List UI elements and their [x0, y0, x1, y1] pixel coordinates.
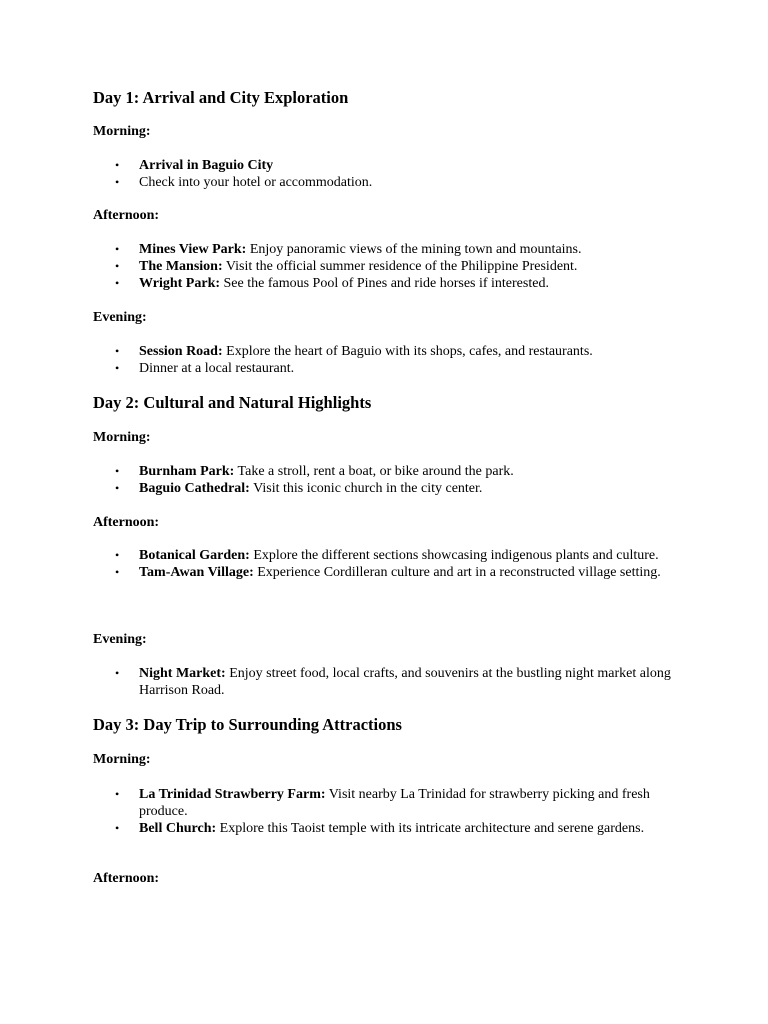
day-3-morning-heading: Morning:	[93, 752, 151, 767]
list-item	[0, 360, 679, 377]
day-2-evening-list	[0, 665, 768, 699]
item-text: Enjoy panoramic views of the mining town and mountains.	[246, 242, 582, 257]
item-title: Baguio Cathedral:	[139, 481, 250, 496]
day-1-evening-list	[0, 343, 768, 377]
list-item	[0, 463, 679, 480]
item-title: Burnham Park:	[139, 464, 235, 479]
day-3-morning-list	[0, 786, 768, 837]
day-1-morning-list	[0, 157, 768, 191]
list-item	[0, 258, 679, 275]
item-text: Explore this Taoist temple with its intricate architecture and serene gardens.	[216, 821, 645, 836]
day-1-afternoon-heading: Afternoon:	[93, 208, 160, 223]
day-3-afternoon-heading: Afternoon:	[93, 871, 160, 886]
list-item	[0, 174, 679, 191]
day-2-evening-heading: Evening:	[93, 632, 147, 647]
item-title: Botanical Garden:	[139, 548, 250, 563]
day-2-title: Day 2: Cultural and Natural Highlights	[93, 393, 372, 412]
day-2-morning-list	[0, 463, 768, 497]
list-item	[0, 241, 679, 258]
day-1-afternoon-list	[0, 241, 768, 292]
day-1-evening-heading: Evening:	[93, 310, 147, 325]
list-item	[0, 275, 679, 292]
item-text: Explore the different sections showcasing indigenous plants and culture.	[249, 548, 659, 563]
day-2-afternoon-heading: Afternoon:	[93, 515, 160, 530]
item-title: Tam-Awan Village:	[139, 565, 254, 580]
item-title: Arrival in Baguio City	[139, 158, 274, 173]
item-title: Night Market:	[139, 666, 226, 681]
list-item	[0, 665, 679, 699]
list-item	[0, 820, 679, 837]
item-title: The Mansion:	[139, 259, 223, 274]
list-item	[0, 564, 679, 581]
day-1-morning-heading: Morning:	[93, 124, 151, 139]
item-text: Visit this iconic church in the city center.	[249, 481, 483, 496]
item-text: Take a stroll, rent a boat, or bike around the park.	[234, 464, 514, 479]
day-2-afternoon-list	[0, 547, 768, 581]
item-text: Dinner at a local restaurant.	[139, 361, 295, 376]
item-text: See the famous Pool of Pines and ride horses if interested.	[220, 276, 549, 291]
list-item	[0, 480, 679, 497]
item-title: Mines View Park:	[139, 242, 247, 257]
item-title: Session Road:	[139, 344, 223, 359]
item-text: Experience Cordilleran culture and art in a reconstructed village setting.	[253, 565, 661, 580]
item-title: Wright Park:	[139, 276, 221, 291]
list-item	[0, 547, 679, 564]
item-text: Check into your hotel or accommodation.	[139, 175, 373, 190]
item-text: Visit the official summer residence of the Philippine President.	[222, 259, 578, 274]
item-title: La Trinidad Strawberry Farm:	[139, 787, 326, 802]
day-2-morning-heading: Morning:	[93, 430, 151, 445]
item-text: Explore the heart of Baguio with its shops, cafes, and restaurants.	[222, 344, 593, 359]
item-text: Visit nearby La Trinidad for strawberry picking and fresh produce.	[139, 787, 650, 819]
list-item	[0, 786, 679, 820]
list-item	[0, 157, 679, 174]
item-text: Enjoy street food, local crafts, and souvenirs at the bustling night market along Harrison Road.	[139, 666, 671, 698]
item-title: Bell Church:	[139, 821, 217, 836]
day-3-title: Day 3: Day Trip to Surrounding Attractions	[93, 715, 402, 734]
list-item	[0, 343, 679, 360]
day-1-title: Day 1: Arrival and City Exploration	[93, 88, 349, 107]
